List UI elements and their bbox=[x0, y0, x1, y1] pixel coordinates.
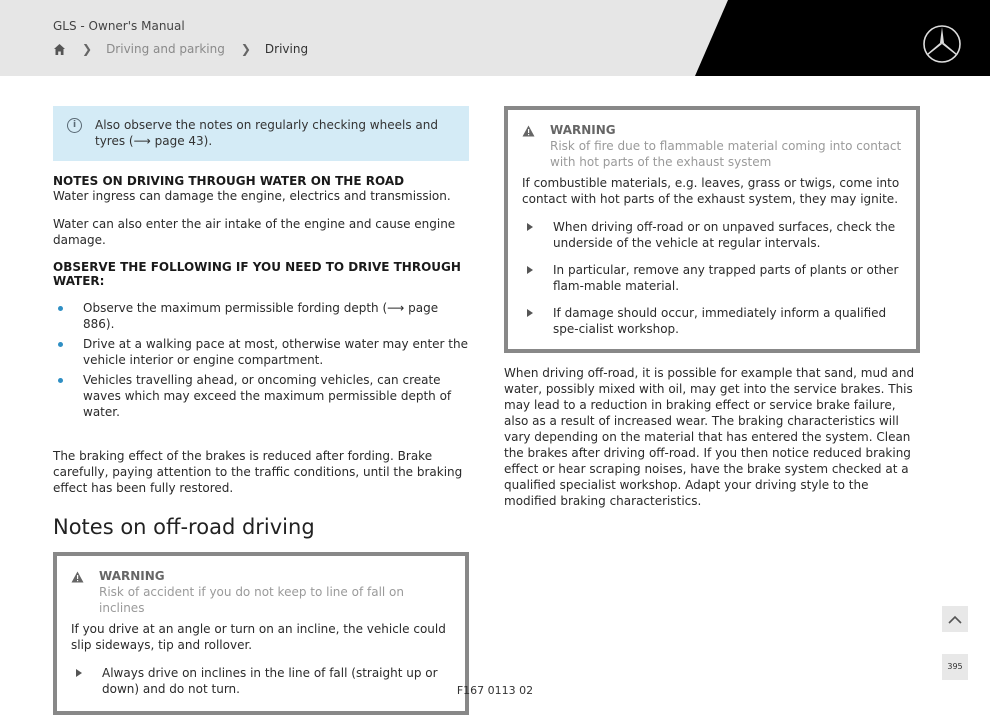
offroad-brakes-paragraph: When driving off-road, it is possible for example that sand, mud and water, possibly mixed with oil, may get into the service brakes. This may lead to a reduction in braking effect or service brake failure, also as a result of increased wear. The braking characteristics will vary depending on the material that has entered the system. Clean the brakes after driving off-road. If you then notice reduced braking effect or hear scraping noises, have the brake system checked at a qualified specialist workshop. Adapt your driving style to the modified braking characteristics. bbox=[504, 366, 915, 508]
warning-subtitle: Risk of accident if you do not keep to line of fall on inclines bbox=[99, 585, 404, 615]
warning-box-fire bbox=[504, 106, 920, 353]
right-column bbox=[504, 106, 920, 509]
water-paragraph-1: Water ingress can damage the engine, electrics and transmission. bbox=[53, 189, 451, 203]
breadcrumb-current: Driving bbox=[264, 42, 309, 56]
page-number-badge: 395 bbox=[942, 654, 968, 680]
list-item: Drive at a walking pace at most, otherwise water may enter the vehicle interior or engine compartment. bbox=[53, 336, 469, 368]
warning-subtitle: Risk of fire due to flammable material coming into contact with hot parts of the exhaust system bbox=[550, 139, 902, 169]
warning-header bbox=[522, 122, 902, 170]
warning-triangle-icon bbox=[71, 571, 84, 583]
chevron-right-icon: ❯ bbox=[82, 42, 93, 56]
info-icon: i bbox=[67, 118, 82, 133]
water-paragraph-2: Water can also enter the air intake of the engine and cause engine damage. bbox=[53, 217, 456, 247]
list-item: Observe the maximum permissible fording depth (⟶ page 886). bbox=[53, 300, 469, 332]
info-note-text: Also observe the notes on regularly checking wheels and tyres (⟶ page 43). bbox=[95, 118, 438, 148]
water-bullet-list bbox=[53, 300, 469, 420]
warning-header bbox=[71, 568, 451, 616]
scroll-to-top-button[interactable] bbox=[942, 606, 968, 632]
list-item: Always drive on inclines in the line of fall (straight up or down) and do not turn. bbox=[71, 665, 451, 697]
mercedes-star-icon[interactable] bbox=[922, 24, 962, 64]
chevron-right-icon: ❯ bbox=[240, 42, 251, 56]
braking-paragraph: The braking effect of the brakes is reduced after fording. Brake carefully, paying attention to the traffic conditions, until the braking effect has been fully restored. bbox=[53, 449, 463, 495]
warning-label: WARNING bbox=[99, 569, 165, 583]
warning-action-list bbox=[522, 219, 902, 337]
section-title-offroad: Notes on off-road driving bbox=[53, 515, 315, 539]
water-heading: NOTES ON DRIVING THROUGH WATER ON THE ROAD bbox=[53, 174, 405, 188]
observe-heading: OBSERVE THE FOLLOWING IF YOU NEED TO DRIVE THROUGH WATER: bbox=[53, 260, 461, 288]
warning-body: If combustible materials, e.g. leaves, grass or twigs, come into contact with hot parts of the exhaust system, they may ignite. bbox=[522, 176, 900, 206]
manual-title: GLS - Owner's Manual bbox=[53, 19, 185, 33]
warning-triangle-icon bbox=[522, 125, 535, 137]
left-column bbox=[53, 106, 469, 715]
warning-label: WARNING bbox=[550, 123, 616, 137]
info-note bbox=[53, 106, 469, 161]
footer-code: F167 0113 02 bbox=[456, 684, 534, 697]
list-item: When driving off-road or on unpaved surfaces, check the underside of the vehicle at regular intervals. bbox=[522, 219, 902, 251]
list-item: Vehicles travelling ahead, or oncoming vehicles, can create waves which may exceed the maximum permissible depth of water. bbox=[53, 372, 469, 420]
breadcrumb bbox=[53, 42, 308, 56]
breadcrumb-link-driving-and-parking[interactable]: Driving and parking bbox=[106, 42, 225, 56]
page-header bbox=[0, 0, 990, 76]
chevron-up-icon bbox=[948, 615, 962, 624]
warning-body: If you drive at an angle or turn on an incline, the vehicle could slip sideways, tip and rollover. bbox=[71, 622, 446, 652]
list-item: In particular, remove any trapped parts of plants or other flam-mable material. bbox=[522, 262, 902, 294]
list-item: If damage should occur, immediately inform a qualified spe-cialist workshop. bbox=[522, 305, 902, 337]
home-icon[interactable] bbox=[53, 43, 66, 56]
